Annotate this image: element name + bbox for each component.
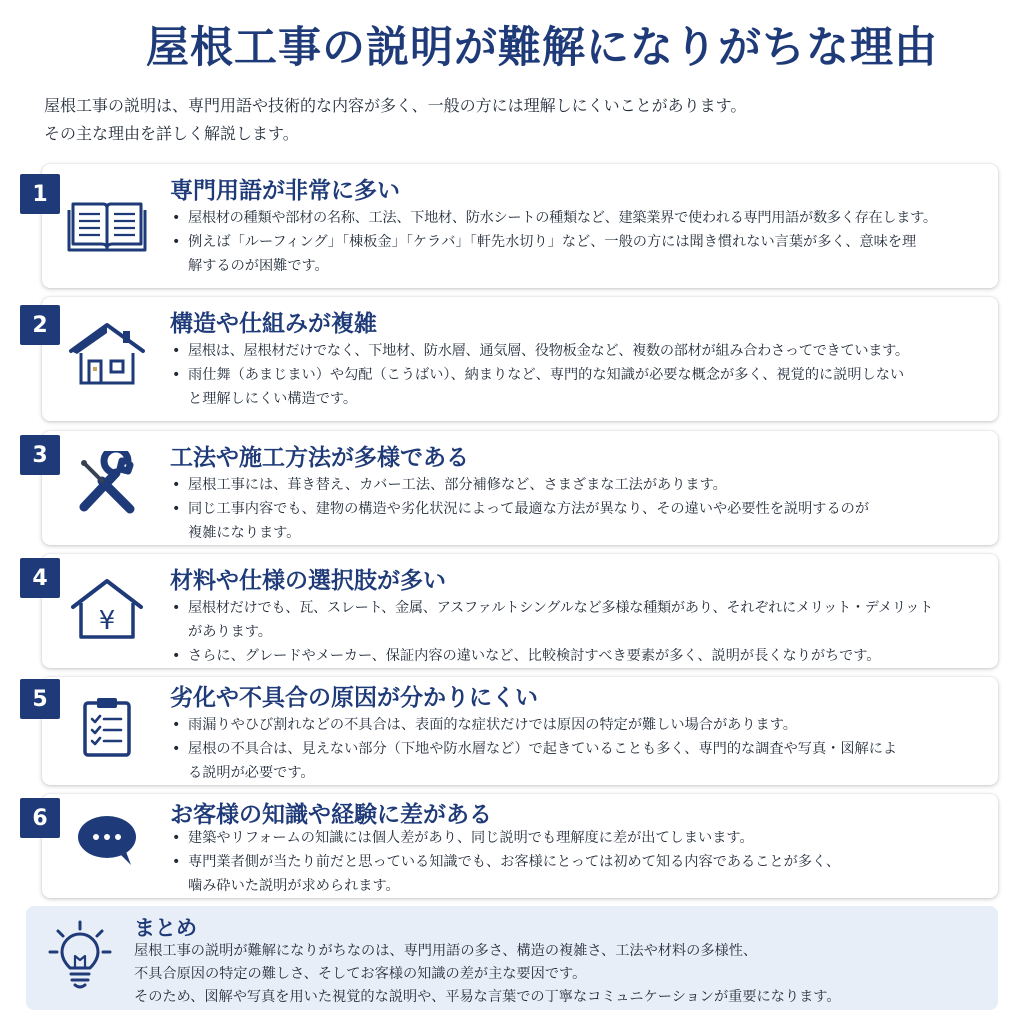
section-card-3 (32, 431, 998, 545)
section-card-1 (32, 164, 998, 288)
summary-line: 不具合原因の特定の難しさ、そしてお客様の知識の差が主な要因です。 (134, 966, 587, 982)
summary-line: そのため、図解や写真を用いた視覚的な説明や、平易な言葉での丁寧なコミュニケーションが重要になります。 (134, 989, 841, 1005)
summary-box (26, 906, 998, 1010)
page-title: 屋根工事の説明が難解になりがちな理由 (146, 23, 938, 73)
summary-line: 屋根工事の説明が難解になりがちなのは、専門用語の多さ、構造の複雑さ、工法や材料の多様性、 (134, 943, 758, 959)
section-number-badge: 2 (20, 305, 60, 345)
bullet-item (170, 497, 992, 545)
section-title: 材料や仕様の選択肢が多い (170, 568, 446, 594)
bullet-item (170, 473, 992, 497)
section-card-6 (32, 794, 998, 898)
wrench-screwdriver-icon (66, 449, 148, 519)
bullet-line: る説明が必要です。 (188, 765, 315, 781)
bullet-line: • 屋根の不具合は、見えない部分（下地や防水層など）で起きていることも多く、専門的な調査や写真・図解によ (188, 741, 898, 757)
bullet-line: • 屋根は、屋根材だけでなく、下地材、防水層、通気層、役物板金など、複数の部材が組み合わさってできています。 (188, 343, 909, 359)
house-icon (66, 319, 148, 389)
bullet-line: • 建築やリフォームの知識には個人差があり、同じ説明でも理解度に差が出てしまいます。 (188, 830, 754, 846)
bullet-item (170, 339, 992, 363)
summary-title: まとめ (134, 916, 197, 940)
summary-body (134, 940, 984, 1009)
section-number-badge: 5 (20, 679, 60, 719)
bullet-line: • 同じ工事内容でも、建物の構造や劣化状況によって最適な方法が異なり、その違いや必要性を説明するのが (188, 501, 870, 517)
open-book-icon (66, 188, 148, 258)
section-bullets (170, 596, 992, 668)
bullet-line: と理解しにくい構造です。 (188, 391, 358, 407)
bullet-line: 複雑になります。 (188, 525, 301, 541)
intro-line: その主な理由を詳しく解説します。 (44, 124, 299, 143)
bullet-line: 噛み砕いた説明が求められます。 (188, 878, 400, 894)
section-title: 工法や施工方法が多様である (170, 445, 469, 471)
bullet-line: があります。 (188, 624, 272, 640)
section-bullets (170, 339, 992, 411)
section-card-2 (32, 297, 998, 421)
section-bullets (170, 473, 992, 545)
bullet-item (170, 596, 992, 644)
bullet-line: • 雨漏りやひび割れなどの不具合は、表面的な症状だけでは原因の特定が難しい場合があります。 (188, 717, 797, 733)
section-number-badge: 4 (20, 558, 60, 598)
bullet-line: • 雨仕舞（あまじまい）や勾配（こうばい）、納まりなど、専門的な知識が必要な概念が多く、視覚的に説明しない (188, 367, 905, 383)
section-card-5 (32, 677, 998, 785)
clipboard-checklist-icon (66, 691, 148, 761)
bullet-line: • 専門業者側が当たり前だと思っている知識でも、お客様にとっては初めて知る内容であることが多く、 (188, 854, 841, 870)
section-title: 専門用語が非常に多い (170, 178, 400, 204)
section-bullets (170, 713, 992, 785)
bullet-item (170, 713, 992, 737)
bullet-line: • 屋根工事には、葺き替え、カバー工法、部分補修など、さまざまな工法があります。 (188, 477, 727, 493)
lightbulb-icon (48, 920, 112, 990)
section-card-4 (32, 554, 998, 668)
bullet-item (170, 850, 992, 898)
bullet-item (170, 206, 992, 230)
section-title: 構造や仕組みが複雑 (170, 311, 377, 337)
svg-text:¥: ¥ (98, 606, 116, 636)
bullet-item (170, 737, 992, 785)
bullet-line: • さらに、グレードやメーカー、保証内容の違いなど、比較検討すべき要素が多く、説明が長くなりがちです。 (188, 648, 881, 664)
speech-bubble-icon (66, 806, 148, 876)
section-bullets (170, 206, 992, 278)
bullet-line: • 例えば「ルーフィング」「棟板金」「ケラバ」「軒先水切り」など、一般の方には聞き慣れない言葉が多く、意味を理 (188, 234, 917, 250)
bullet-item (170, 230, 992, 278)
section-title: 劣化や不具合の原因が分かりにくい (170, 685, 538, 711)
house-yen-icon (66, 574, 148, 644)
bullet-item (170, 644, 992, 668)
section-title: お客様の知識や経験に差がある (170, 802, 492, 828)
bullet-item (170, 826, 992, 850)
section-number-badge: 3 (20, 435, 60, 475)
bullet-line: • 屋根材だけでも、瓦、スレート、金属、アスファルトシングルなど多様な種類があり、それぞれにメリット・デメリット (188, 600, 934, 616)
bullet-line: 解するのが困難です。 (188, 258, 329, 274)
bullet-item (170, 363, 992, 411)
section-bullets (170, 826, 992, 898)
section-number-badge: 1 (20, 174, 60, 214)
intro-text (44, 92, 984, 148)
intro-line: 屋根工事の説明は、専門用語や技術的な内容が多く、一般の方には理解しにくいことがあります。 (44, 96, 747, 115)
bullet-line: • 屋根材の種類や部材の名称、工法、下地材、防水シートの種類など、建築業界で使われる専門用語が数多く存在します。 (188, 210, 937, 226)
section-number-badge: 6 (20, 798, 60, 838)
